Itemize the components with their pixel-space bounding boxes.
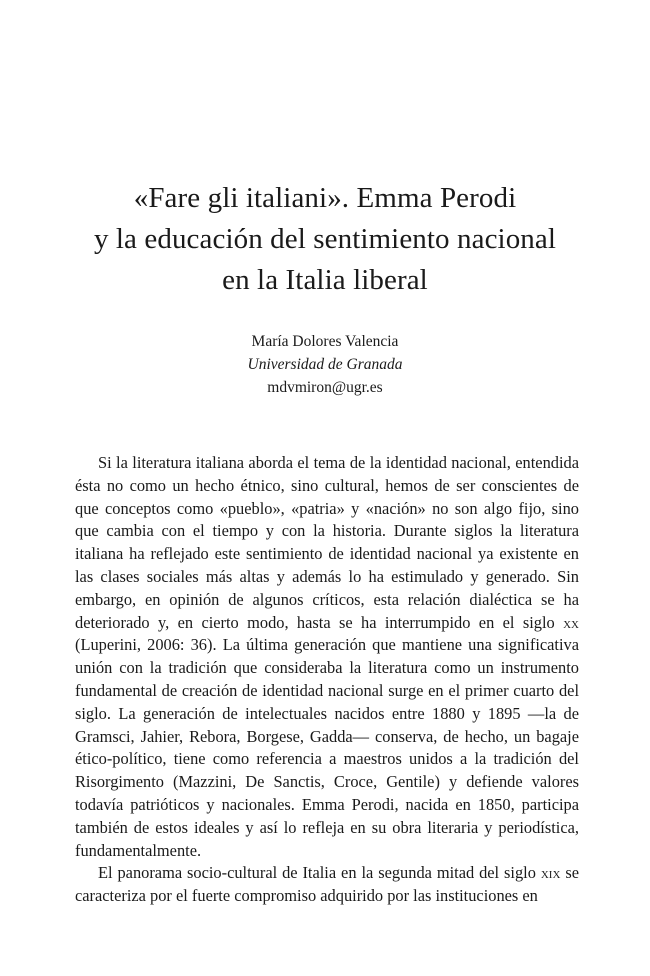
body-text xyxy=(75,452,579,908)
paragraph-2 xyxy=(75,862,579,908)
title-line-3: en la Italia liberal xyxy=(222,264,428,296)
paragraph-2-text-a: El panorama socio-cultural de Italia en la segunda mitad del siglo xyxy=(98,863,541,883)
century-numeral-xx: xx xyxy=(563,612,579,632)
author-block xyxy=(0,330,650,399)
century-numeral-xix: xix xyxy=(540,863,561,883)
title-line-1: «Fare gli italiani». Emma Perodi xyxy=(133,182,517,214)
title-line-2: y la educación del sentimiento nacional xyxy=(93,223,557,255)
paragraph-1 xyxy=(75,452,579,862)
paragraph-1-text-b: (Luperini, 2006: 36). La última generación que mantiene una significativa unión con la tradición que consideraba la literatura como un instrumento fundamental de creación de identidad nacional surge en el primer cuarto del siglo. La generación de intelectuales nacidos entre 1880 y 1895 —la de Gramsci, Jahier, Rebora, Borgese, Gadda— conserva, de hecho, un bagaje ético-político, tiene como referencia a maestros unidos a la tradición del Risorgimento (Mazzini, De Sanctis, Croce, Gentile) y defiende valores todavía patrióticos y nacionales. Emma Perodi, nacida en 1850, participa también de estos ideales y así lo refleja en su obra literaria y periodística, fundamentalmente. xyxy=(75,635,579,860)
author-affiliation: Universidad de Granada xyxy=(247,356,403,373)
paragraph-2-text-b: se caracteriza por el fuerte compromiso adquirido por las instituciones en xyxy=(75,863,579,906)
paragraph-1-text-a: Si la literatura italiana aborda el tema de la identidad nacional, entendida ésta no como un hecho étnico, sino cultural, hemos de ser conscientes de que conceptos como «pueblo», «patria» y «nación» no son algo fijo, sino que cambia con el tiempo y con la historia. Durante siglos la literatura italiana ha reflejado este sentimiento de identidad nacional ya existente en las clases sociales más altas y además lo ha estimulado y generado. Sin embargo, en opinión de algunos críticos, esta relación dialéctica se ha deteriorado y, en cierto modo, hasta se ha interrumpido en el siglo xyxy=(75,453,579,632)
author-email: mdvmiron@ugr.es xyxy=(267,379,383,396)
article-title xyxy=(40,178,610,301)
author-name: María Dolores Valencia xyxy=(251,333,399,350)
